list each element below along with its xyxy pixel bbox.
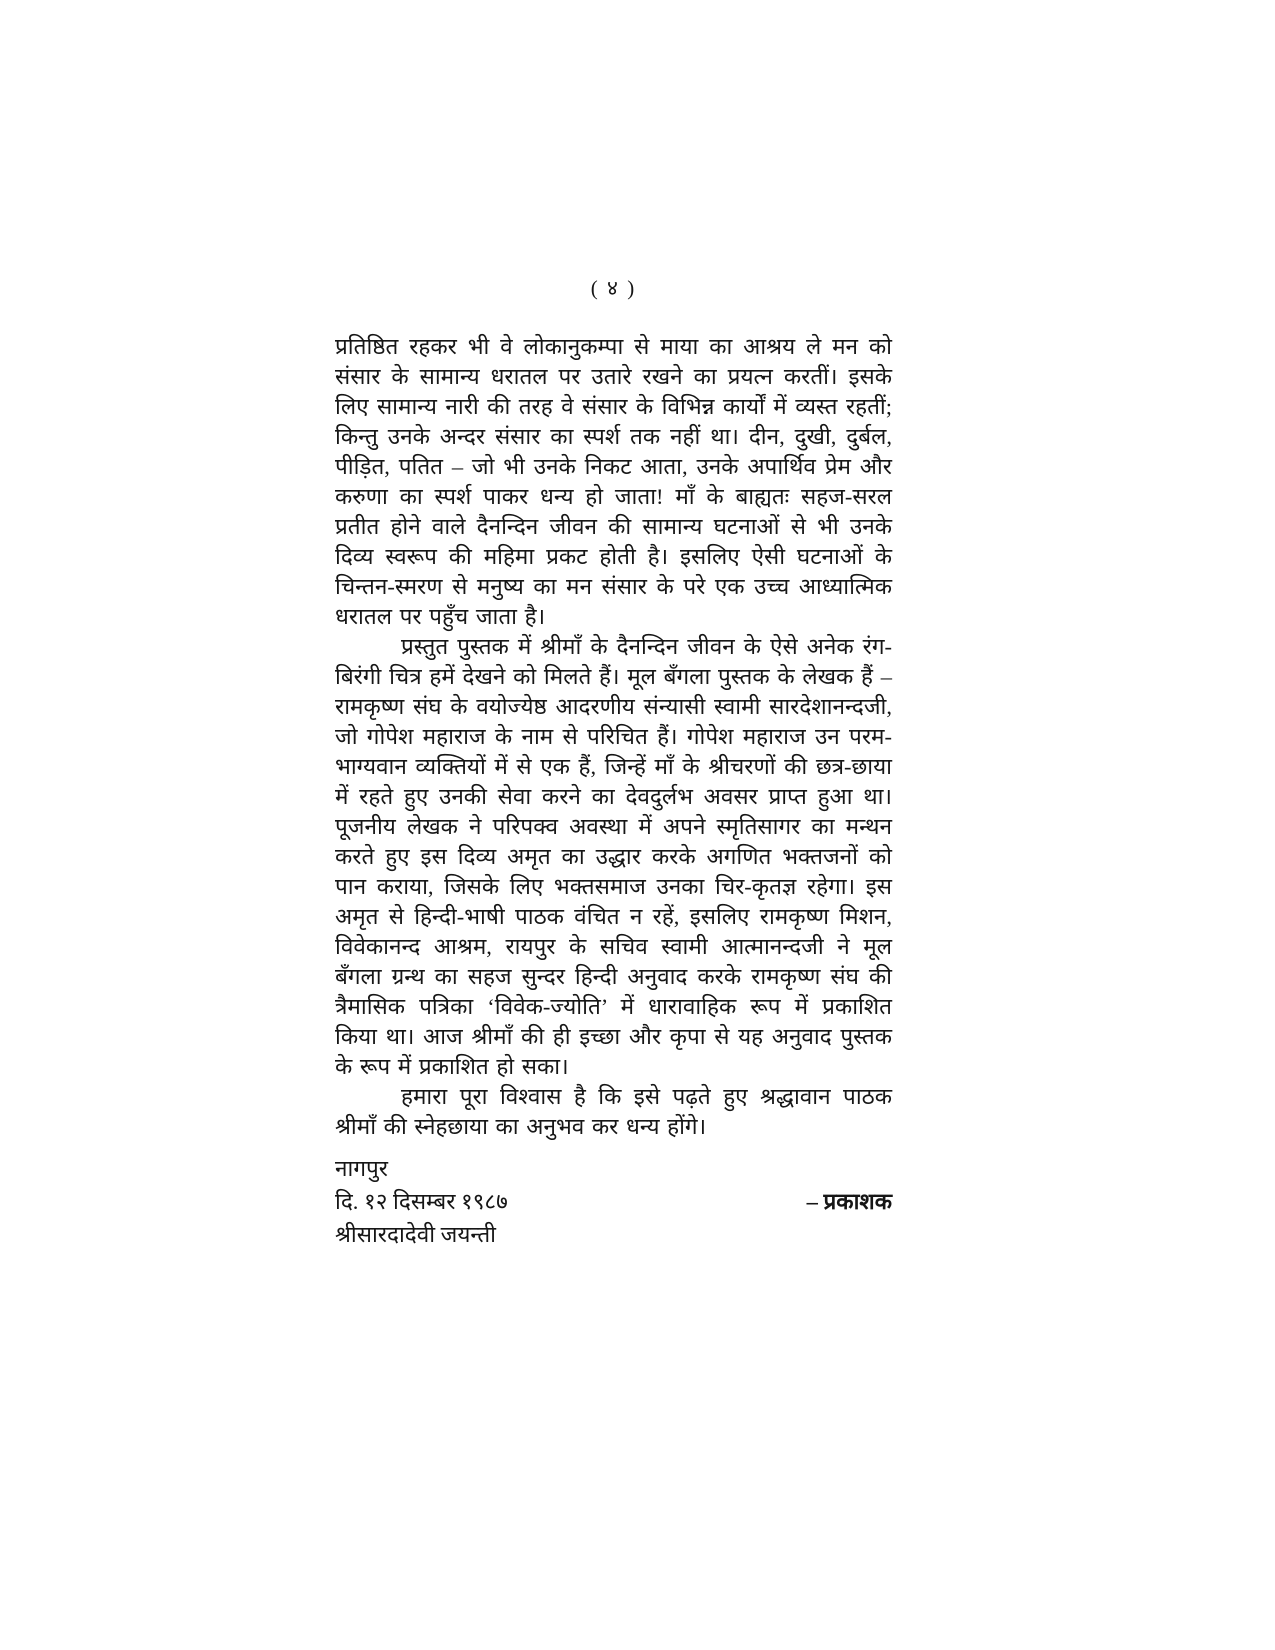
colophon-date-row bbox=[335, 1185, 892, 1218]
colophon-date: दि. १२ दिसम्बर १९८७ bbox=[335, 1189, 508, 1214]
paragraph-1: प्रतिष्ठित रहकर भी वे लोकानुकम्पा से माया का आश्रय ले मन को संसार के सामान्य धरातल पर उतारे रखने का प्रयत्न करतीं। इसके लिए सामान्य नारी की तरह वे संसार के विभिन्न कार्यों में व्यस्त रहतीं; किन्तु उनके अन्दर संसार का स्पर्श तक नहीं था। दीन, दुखी, दुर्बल, पीड़ित, पतित – जो भी उनके निकट आता, उनके अपार्थिव प्रेम और करुणा का स्पर्श पाकर धन्य हो जाता! माँ के बाह्यतः सहज-सरल प्रतीत होने वाले दैनन्दिन जीवन की सामान्य घटनाओं से भी उनके दिव्य स्वरूप की महिमा प्रकट होती है। इसलिए ऐसी घटनाओं के चिन्तन-स्मरण से मनुष्य का मन संसार के परे एक उच्च आध्यात्मिक धरातल पर पहुँच जाता है। bbox=[335, 334, 892, 629]
paragraph-3: हमारा पूरा विश्वास है कि इसे पढ़ते हुए श्रद्धावान पाठक श्रीमाँ की स्नेहछाया का अनुभव कर धन्य होंगे। bbox=[335, 1084, 892, 1139]
publisher-signature: – प्रकाशक bbox=[806, 1189, 892, 1214]
colophon-place: नागपुर bbox=[335, 1156, 388, 1181]
colophon-occasion: श्रीसारदादेवी जयन्ती bbox=[335, 1222, 497, 1247]
paragraph-2: प्रस्तुत पुस्तक में श्रीमाँ के दैनन्दिन जीवन के ऐसे अनेक रंग-बिरंगी चित्र हमें देखने को मिलते हैं। मूल बँगला पुस्तक के लेखक हैं – रामकृष्ण संघ के वयोज्येष्ठ आदरणीय संन्यासी स्वामी सारदेशानन्दजी, जो गोपेश महाराज के नाम से परिचित हैं। गोपेश महाराज उन परम-भाग्यवान व्यक्तियों में से एक हैं, जिन्हें माँ के श्रीचरणों की छत्र-छाया में रहते हुए उनकी सेवा करने का देवदुर्लभ अवसर प्राप्त हुआ था। पूजनीय लेखक ने परिपक्व अवस्था में अपने स्मृतिसागर का मन्थन करते हुए इस दिव्य अमृत का उद्धार करके अगणित भक्तजनों को पान कराया, जिसके लिए भक्तसमाज उनका चिर-कृतज्ञ रहेगा। इस अमृत से हिन्दी-भाषी पाठक वंचित न रहें, इसलिए रामकृष्ण मिशन, विवेकानन्द आश्रम, रायपुर के सचिव स्वामी आत्मानन्दजी ने मूल बँगला ग्रन्थ का सहज सुन्दर हिन्दी अनुवाद करके रामकृष्ण संघ की त्रैमासिक पत्रिका ‘विवेक-ज्योति’ में धारावाहिक रूप में प्रकाशित किया था। आज श्रीमाँ की ही इच्छा और कृपा से यह अनुवाद पुस्तक के रूप में प्रकाशित हो सका। bbox=[335, 634, 892, 1079]
body-text bbox=[335, 332, 892, 1142]
colophon-block bbox=[335, 1152, 892, 1251]
text-column bbox=[335, 276, 892, 1251]
page-number: ( ४ ) bbox=[590, 276, 637, 300]
